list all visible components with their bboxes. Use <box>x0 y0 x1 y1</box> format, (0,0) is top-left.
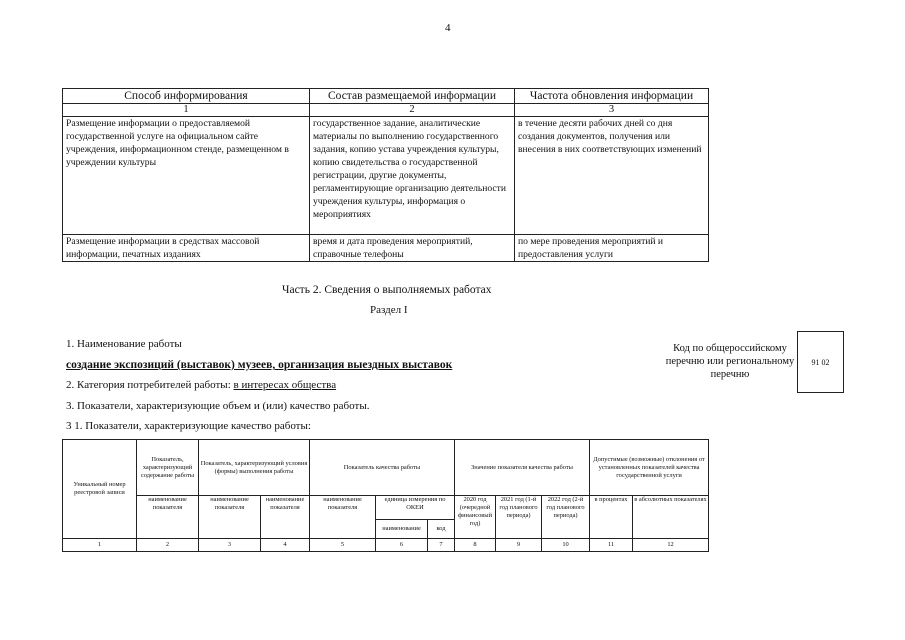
okei-name: наименование <box>376 520 428 539</box>
deviation-absolute: в абсолютных показателях <box>633 496 709 539</box>
column-number: 3 <box>199 539 261 552</box>
section-title: Раздел I <box>370 304 408 316</box>
column-number: 10 <box>542 539 590 552</box>
column-number: 7 <box>428 539 455 552</box>
quality-indicators-label: 3 1. Показатели, характеризующие качество работы: <box>66 420 311 432</box>
conditions-indicator-name-2: наименование показателя <box>261 496 310 539</box>
column-number: 9 <box>496 539 542 552</box>
column-number: 11 <box>590 539 633 552</box>
okei-code: код <box>428 520 455 539</box>
header-deviation: Допустимые (возможные) отклонения от установленных показателей качества государственной услуги <box>590 440 709 496</box>
column-number: 5 <box>310 539 376 552</box>
information-table-numbers <box>63 104 709 117</box>
column-number: 2 <box>137 539 199 552</box>
page-number: 4 <box>445 22 451 34</box>
content-indicator-name: наименование показателя <box>137 496 199 539</box>
information-table <box>62 88 709 262</box>
frequency-cell: в течение десяти рабочих дней со дня создания документов, получения или внесения в них соответствующих изменений <box>515 117 709 235</box>
part-title: Часть 2. Сведения о выполняемых работах <box>282 284 492 296</box>
header-regnum: Уникальный номер реестровой записи <box>63 440 137 539</box>
consumer-category-value: в интересах общества <box>233 379 337 391</box>
table-row <box>63 235 709 262</box>
method-cell: Размещение информации в средствах массовой информации, печатных изданиях <box>63 235 310 262</box>
header-content: Состав размещаемой информации <box>310 89 515 104</box>
header-content-indicator: Показатель, характеризующий содержание работы <box>137 440 199 496</box>
column-number: 12 <box>633 539 709 552</box>
quality-table-header <box>63 440 709 496</box>
year-2021: 2021 год (1-й год планового периода) <box>496 496 542 539</box>
content-cell: государственное задание, аналитические материалы по выполнению государственного задания, копию устава учреждения культуры, копию свидетельства о государственной регистрации, другие документы, регламентирующие организацию деятельности учреждения культуры, информация о мероприятиях <box>310 117 515 235</box>
work-name: создание экспозиций (выставок) музеев, организация выездных выставок <box>66 359 453 371</box>
quality-table-numbers <box>63 539 709 552</box>
year-2022: 2022 год (2-й год планового периода) <box>542 496 590 539</box>
information-table-header <box>63 89 709 104</box>
method-cell: Размещение информации о предоставляемой государственной услуге на официальном сайте учреждения, информационном стенде, размещенном в учреждении культуры <box>63 117 310 235</box>
consumer-category-label: 2. Категория потребителей работы <box>66 379 228 391</box>
column-number: 1 <box>63 104 310 117</box>
column-number: 3 <box>515 104 709 117</box>
column-number: 8 <box>455 539 496 552</box>
code-label: Код по общероссийскому перечню или региональному перечню <box>665 343 795 380</box>
content-cell: время и дата проведения мероприятий, справочные телефоны <box>310 235 515 262</box>
code-box: 91 02 <box>797 331 844 393</box>
header-conditions-indicator: Показатель, характеризующий условия (формы) выполнения работы <box>199 440 310 496</box>
quality-table <box>62 439 709 552</box>
header-quality-values: Значение показателя качества работы <box>455 440 590 496</box>
conditions-indicator-name-1: наименование показателя <box>199 496 261 539</box>
quality-indicator-name: наименование показателя <box>310 496 376 539</box>
column-number: 4 <box>261 539 310 552</box>
consumer-category: 2. Категория потребителей работы: в интересах общества <box>66 379 337 391</box>
year-2020: 2020 год (очередной финансовый год) <box>455 496 496 539</box>
header-method: Способ информирования <box>63 89 310 104</box>
column-number: 2 <box>310 104 515 117</box>
quality-table-subheader <box>63 496 709 520</box>
indicators-label: 3. Показатели, характеризующие объем и (или) качество работы. <box>66 400 370 412</box>
okei-unit: единица измерения по ОКЕИ <box>376 496 455 520</box>
column-number: 6 <box>376 539 428 552</box>
table-row <box>63 117 709 235</box>
column-number: 1 <box>63 539 137 552</box>
header-quality-indicator: Показатель качества работы <box>310 440 455 496</box>
deviation-percent: в процентах <box>590 496 633 539</box>
work-name-label: 1. Наименование работы <box>66 338 182 350</box>
header-frequency: Частота обновления информации <box>515 89 709 104</box>
frequency-cell: по мере проведения мероприятий и предоставления услуги <box>515 235 709 262</box>
